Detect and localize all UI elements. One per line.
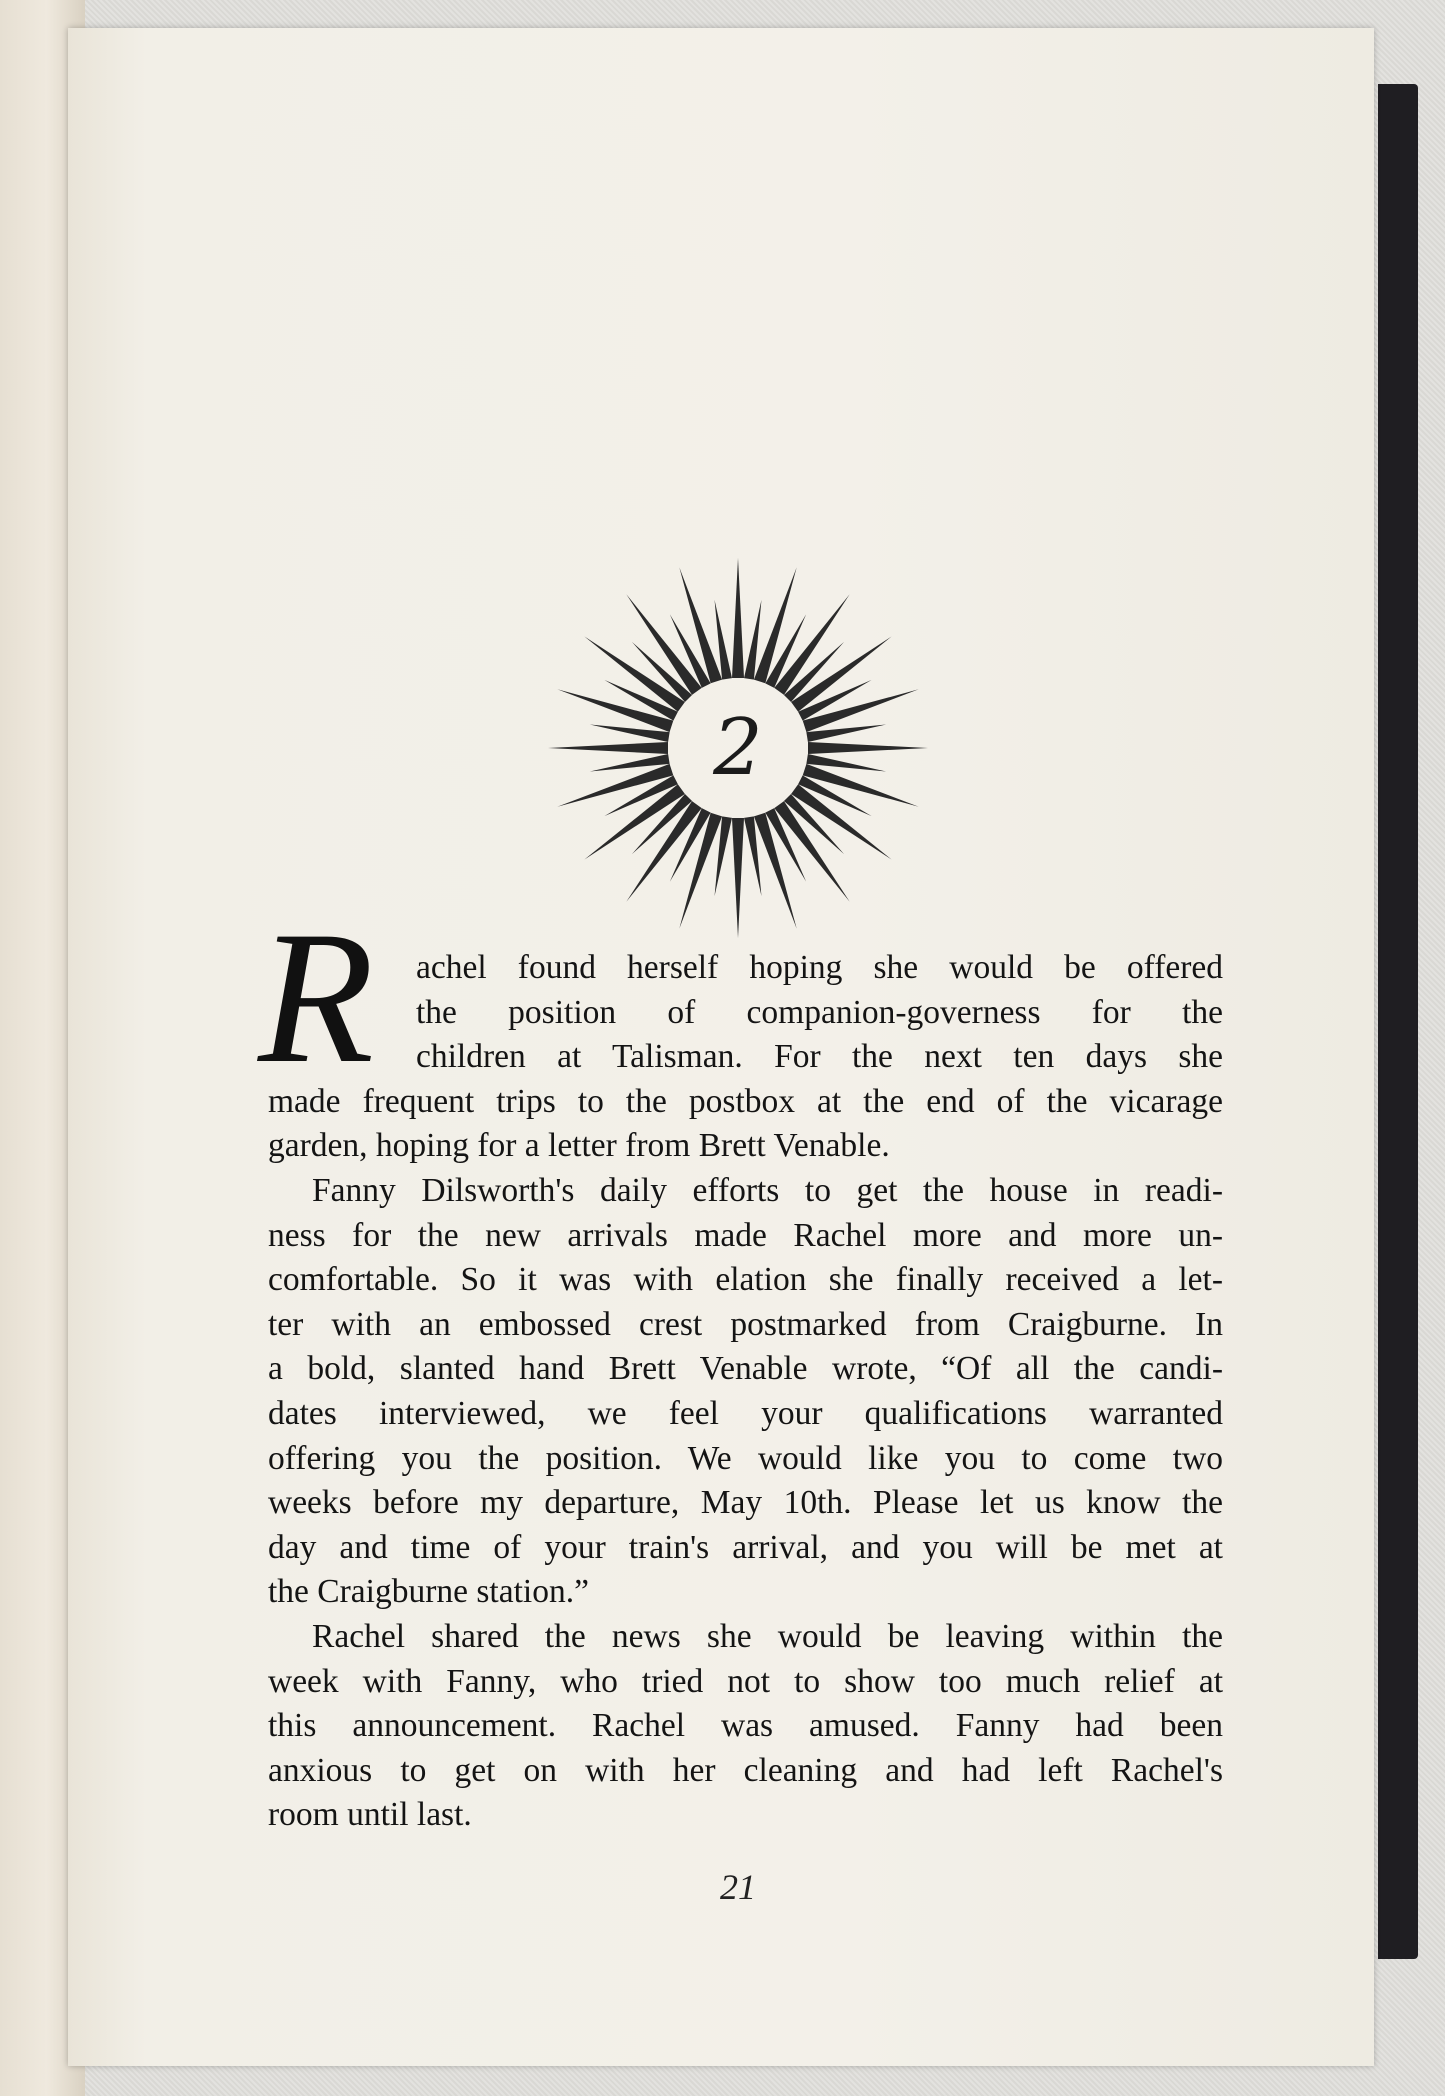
book-page xyxy=(68,28,1374,2066)
body-text xyxy=(268,946,1223,1838)
sunburst-ray xyxy=(679,813,722,929)
paragraph-1 xyxy=(268,946,1223,1169)
sunburst-ray xyxy=(679,567,722,683)
sunburst-ray xyxy=(754,567,797,683)
text-line: ter with an embossed crest postmarked from Craigburne. In xyxy=(268,1305,1223,1343)
chapter-number: 2 xyxy=(713,703,763,793)
sunburst-ray xyxy=(626,594,701,695)
text-line: garden, hoping for a letter from Brett Venable. xyxy=(268,1127,890,1165)
page-number: 21 xyxy=(720,1867,756,1907)
text-line: this announcement. Rachel was amused. Fanny had been xyxy=(268,1707,1223,1745)
sunburst-ray xyxy=(584,784,685,859)
text-line: day and time of your train's arrival, and you will be met at xyxy=(268,1528,1223,1566)
sunburst-ray xyxy=(584,636,685,711)
text-line: Fanny Dilsworth's daily efforts to get the house in readi- xyxy=(312,1171,1223,1209)
text-line: the position of companion-governess for the xyxy=(416,993,1223,1031)
text-line: made frequent trips to the postbox at the end of the vicarage xyxy=(268,1082,1223,1120)
sunburst-ray xyxy=(732,818,744,938)
sunburst-ray xyxy=(791,784,892,859)
sunburst-ray xyxy=(791,636,892,711)
text-line: comfortable. So it was with elation she finally received a let- xyxy=(268,1261,1223,1299)
text-line: Rachel shared the news she would be leaving within the xyxy=(312,1617,1223,1655)
text-line: a bold, slanted hand Brett Venable wrote, “Of all the candi- xyxy=(268,1350,1223,1388)
paragraph-3 xyxy=(268,1615,1223,1838)
text-line: dates interviewed, we feel your qualifications warranted xyxy=(268,1394,1223,1432)
text-line: anxious to get on with her cleaning and had left Rachel's xyxy=(268,1751,1223,1789)
sunburst-ray xyxy=(626,801,701,902)
text-line: ness for the new arrivals made Rachel more and more un- xyxy=(268,1216,1223,1254)
text-line: weeks before my departure, May 10th. Please let us know the xyxy=(268,1484,1223,1522)
text-line: room until last. xyxy=(268,1796,472,1834)
text-line: the Craigburne station.” xyxy=(268,1573,589,1611)
book-cover-edge xyxy=(1378,84,1418,1959)
sunburst-ray xyxy=(754,813,797,929)
sunburst-ray xyxy=(774,801,849,902)
sunburst-ray xyxy=(774,594,849,695)
drop-cap: R xyxy=(258,893,375,1103)
text-line: children at Talisman. For the next ten days she xyxy=(416,1038,1223,1076)
text-line: week with Fanny, who tried not to show too much relief at xyxy=(268,1662,1223,1700)
text-line: achel found herself hoping she would be offered xyxy=(416,949,1223,986)
text-line: offering you the position. We would like you to come two xyxy=(268,1439,1223,1477)
sunburst-ray xyxy=(732,558,744,678)
paragraph-2 xyxy=(268,1169,1223,1615)
